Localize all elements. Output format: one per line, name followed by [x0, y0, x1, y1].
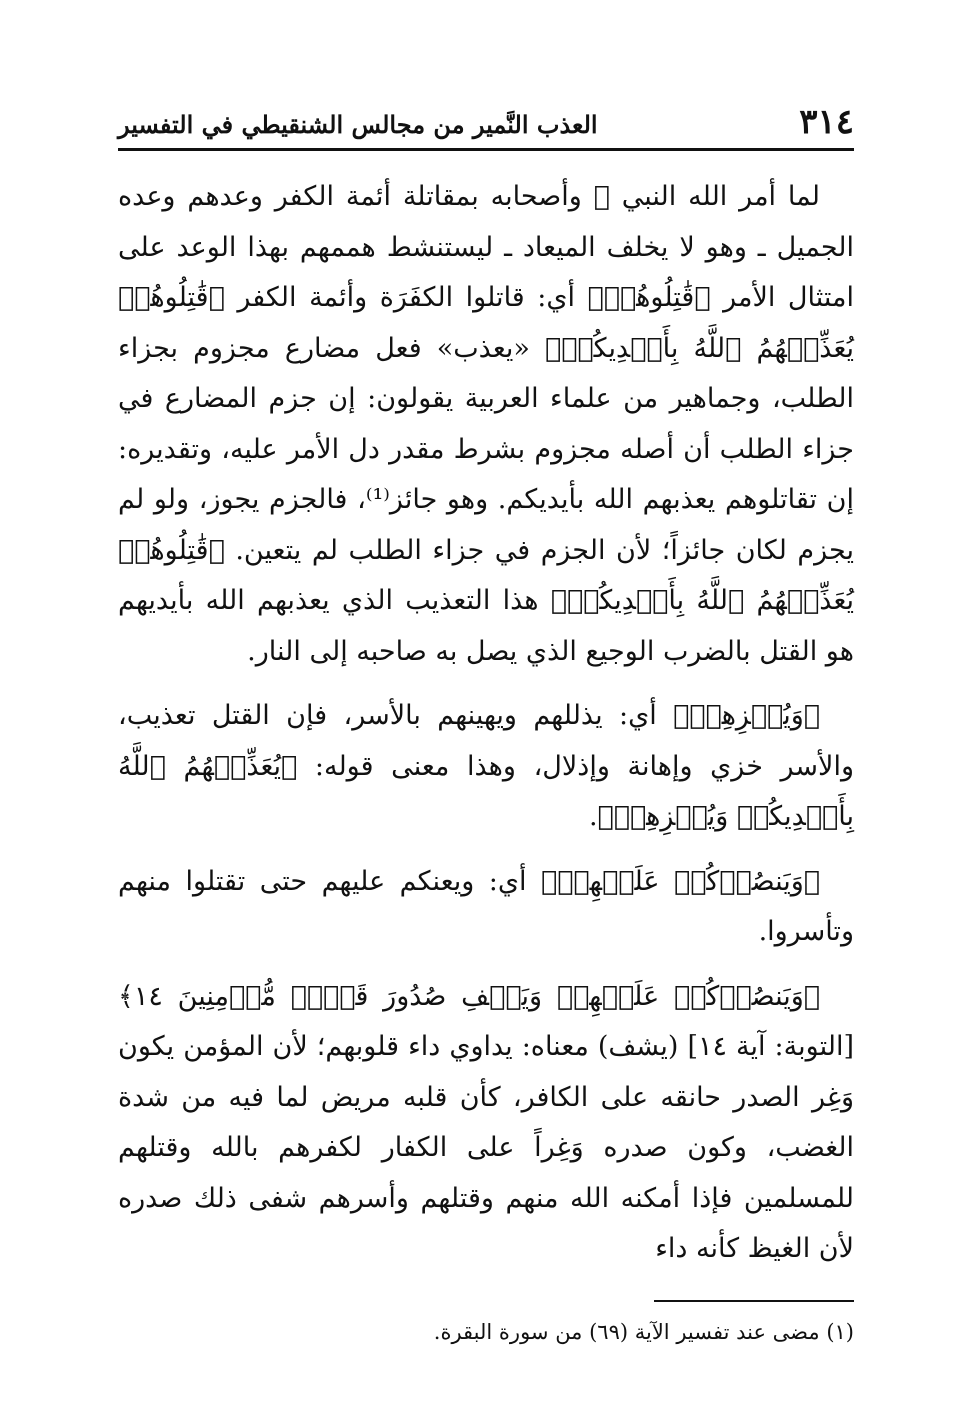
footnote: (١) مضى عند تفسير الآية (٦٩) من سورة البقرة. [433, 1320, 854, 1344]
paragraph-4: ﴿وَيَنصُرۡكُمۡ عَلَيۡهِمۡ وَيَشۡفِ صُدُورَ قَوۡمٖ مُّؤۡمِنِينَ ١٤﴾ [التوبة: آية ١٤] (يشف) معناه: يداوي داء قلوبهم؛ لأن المؤمن يكون وَغِر الصدر حانقه على الكافر، كأن قلبه مريض لما فيه من شدة الغضب، وكون صدره وَغِراً على الكفار لكفرهم بالله وقتلهم للمسلمين فإذا أمكنه الله منهم وقتلهم وأسرهم شفى ذلك صدره لأن الغيظ كأنه داء [118, 980, 854, 1264]
header-rule [118, 148, 854, 151]
paragraph-1: لما أمر الله النبي ﷺ وأصحابه بمقاتلة أئمة الكفر وعدهم وعده الجميل ـ وهو لا يخلف الميعاد ـ ليستنشط هممهم بهذا الوعد على امتثال الأمر ﴿قَٰتِلُوهُمۡ﴾ أي: قاتلوا الكفَرَة وأئمة الكفر ﴿قَٰتِلُوهُمۡ يُعَذِّبۡهُمُ ٱللَّهُ بِأَيۡدِيكُمۡ﴾ «يعذب» فعل مضارع مجزوم بجزاء الطلب، وجماهير من علماء العربية يقولون: إن جزم المضارع في جزاء الطلب أن أصله مجزوم بشرط مقدر دل الأمر عليه، وتقديره: إن تقاتلوهم يعذبهم الله بأيديكم. وهو جائز⁽¹⁾، فالجزم يجوز، ولو لم يجزم لكان جائزاً؛ لأن الجزم في جزاء الطلب لم يتعين. ﴿قَٰتِلُوهُمۡ يُعَذِّبۡهُمُ ٱللَّهُ بِأَيۡدِيكُمۡ﴾ هذا التعذيب الذي يعذبهم الله بأيديهم هو القتل بالضرب الوجيع الذي يصل به صاحبه إلى النار. [118, 181, 854, 667]
book-title: العذب النَّمير من مجالس الشنقيطي في التفسير [118, 110, 598, 139]
page-number: ٣١٤ [799, 102, 854, 142]
footnote-rule [654, 1300, 854, 1302]
paragraph-2: ﴿وَيُخۡزِهِمۡ﴾ أي: يذللهم ويهينهم بالأسر، فإن القتل تعذيب، والأسر خزي وإهانة وإذلال، وهذا معنى قوله: ﴿يُعَذِّبۡهُمُ ٱللَّهُ بِأَيۡدِيكُمۡ وَيُخۡزِهِمۡ﴾. [118, 700, 854, 832]
paragraph-3: ﴿وَيَنصُرۡكُمۡ عَلَيۡهِمۡ﴾ أي: ويعنكم عليهم حتى تقتلوا منهم وتأسروا. [118, 865, 854, 947]
body-text [118, 172, 854, 1275]
running-head [118, 98, 854, 142]
